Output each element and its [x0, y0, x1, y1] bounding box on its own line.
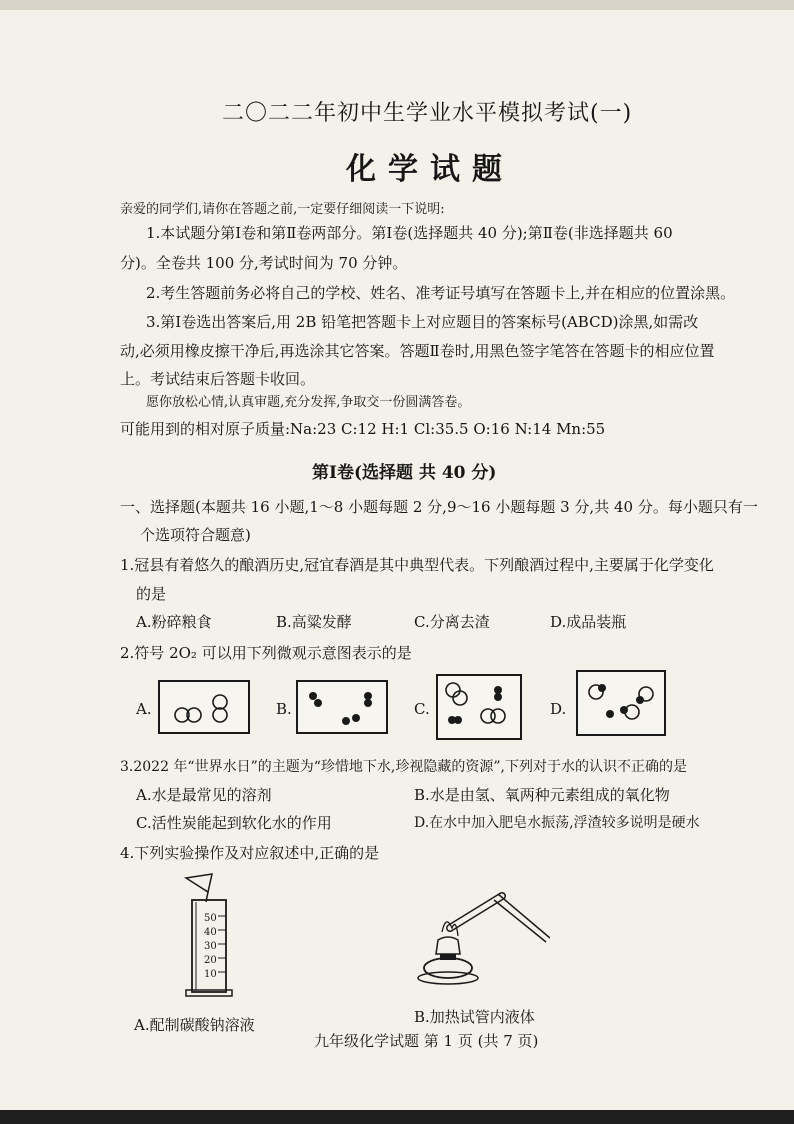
subject-title: 化学试题 — [346, 152, 514, 187]
solid-atoms-diagram — [298, 682, 386, 732]
rule-1-line-1: 1.本试题分第Ⅰ卷和第Ⅱ卷两部分。第Ⅰ卷(选择题共 40 分);第Ⅱ卷(非选择题共 60 — [146, 224, 673, 242]
section-1-instructions-line-1: 一、选择题(本题共 16 小题,1～8 小题每题 2 分,9～16 小题每题 3 分,共 40 分。每小题只有一 — [120, 498, 758, 516]
question-3-option-a: A.水是最常见的溶剂 — [136, 786, 272, 804]
wish-text: 愿你放松心情,认真审题,充分发挥,争取交一份圆满答卷。 — [146, 395, 471, 410]
question-2-option-c-label: C. — [414, 700, 430, 718]
rule-3-line-3: 上。考试结束后答题卡收回。 — [120, 370, 316, 388]
atomic-masses: 可能用到的相对原子质量:Na:23 C:12 H:1 Cl:35.5 O:16 N:14 Mn:55 — [120, 420, 606, 438]
intro-greeting: 亲爱的同学们,请你在答题之前,一定要仔细阅读一下说明: — [120, 202, 445, 217]
question-1-option-b: B.高粱发酵 — [276, 613, 352, 631]
cylinder-mark-50: 50 — [204, 913, 217, 924]
cylinder-scale — [204, 912, 217, 982]
heating-test-tube-figure — [410, 880, 550, 992]
test-tube-lamp-icon — [410, 880, 550, 992]
question-1-option-a: A.粉碎粮食 — [136, 613, 212, 631]
question-3-option-b: B.水是由氢、氧两种元素组成的氧化物 — [414, 786, 670, 804]
section-1-instructions-line-2: 个选项符合题意) — [140, 526, 251, 544]
question-2-diagram-d — [576, 670, 666, 736]
question-4-option-a: A.配制碳酸钠溶液 — [134, 1016, 255, 1034]
scan-bottom-edge — [0, 1110, 794, 1124]
question-1-option-d: D.成品装瓶 — [550, 613, 627, 631]
rule-3-line-2: 动,必须用橡皮擦干净后,再选涂其它答案。答题Ⅱ卷时,用黑色签字笔答在答题卡的相应位置 — [120, 342, 715, 360]
mixed-molecules-diagram — [438, 676, 520, 738]
exam-title: 二〇二二年初中生学业水平模拟考试(一) — [222, 101, 633, 126]
rule-3-line-1: 3.第Ⅰ卷选出答案后,用 2B 铅笔把答题卡上对应题目的答案标号(ABCD)涂黑,如需改 — [146, 313, 699, 331]
question-4-option-b: B.加热试管内液体 — [414, 1008, 535, 1026]
question-2-diagram-a — [158, 680, 250, 734]
question-4-stem: 4.下列实验操作及对应叙述中,正确的是 — [120, 844, 380, 862]
question-2-option-b-label: B. — [276, 700, 292, 718]
open-circle-molecules-diagram — [160, 682, 248, 732]
rule-1-line-2: 分)。全卷共 100 分,考试时间为 70 分钟。 — [120, 254, 408, 272]
cylinder-mark-40: 40 — [204, 927, 217, 938]
question-2-option-a-label: A. — [136, 700, 152, 718]
question-2-diagram-b — [296, 680, 388, 734]
question-1-stem-line-1: 1.冠县有着悠久的酿酒历史,冠宜春酒是其中典型代表。下列酿酒过程中,主要属于化学变化 — [120, 556, 714, 574]
cylinder-mark-10: 10 — [204, 969, 217, 980]
scan-top-edge — [0, 0, 794, 10]
question-2-option-d-label: D. — [550, 700, 567, 718]
cylinder-mark-30: 30 — [204, 941, 217, 952]
question-3-option-d: D.在水中加入肥皂水振荡,浮渣较多说明是硬水 — [414, 815, 700, 831]
question-3-option-c: C.活性炭能起到软化水的作用 — [136, 814, 332, 832]
compound-molecules-diagram — [578, 672, 664, 734]
page-footer: 九年级化学试题 第 1 页 (共 7 页) — [314, 1032, 539, 1050]
question-1-stem-line-2: 的是 — [136, 585, 167, 603]
question-3-stem: 3.2022 年“世界水日”的主题为“珍惜地下水,珍视隐藏的资源”,下列对于水的认识不正确的是 — [120, 759, 687, 775]
question-1-option-c: C.分离去渣 — [414, 613, 490, 631]
question-2-stem: 2.符号 2O₂ 可以用下列微观示意图表示的是 — [120, 644, 412, 662]
rule-2: 2.考生答题前务必将自己的学校、姓名、准考证号填写在答题卡上,并在相应的位置涂黑。 — [146, 284, 736, 302]
cylinder-mark-20: 20 — [204, 955, 217, 966]
question-2-diagram-c — [436, 674, 522, 740]
section-1-title: 第Ⅰ卷(选择题 共 40 分) — [312, 463, 497, 483]
